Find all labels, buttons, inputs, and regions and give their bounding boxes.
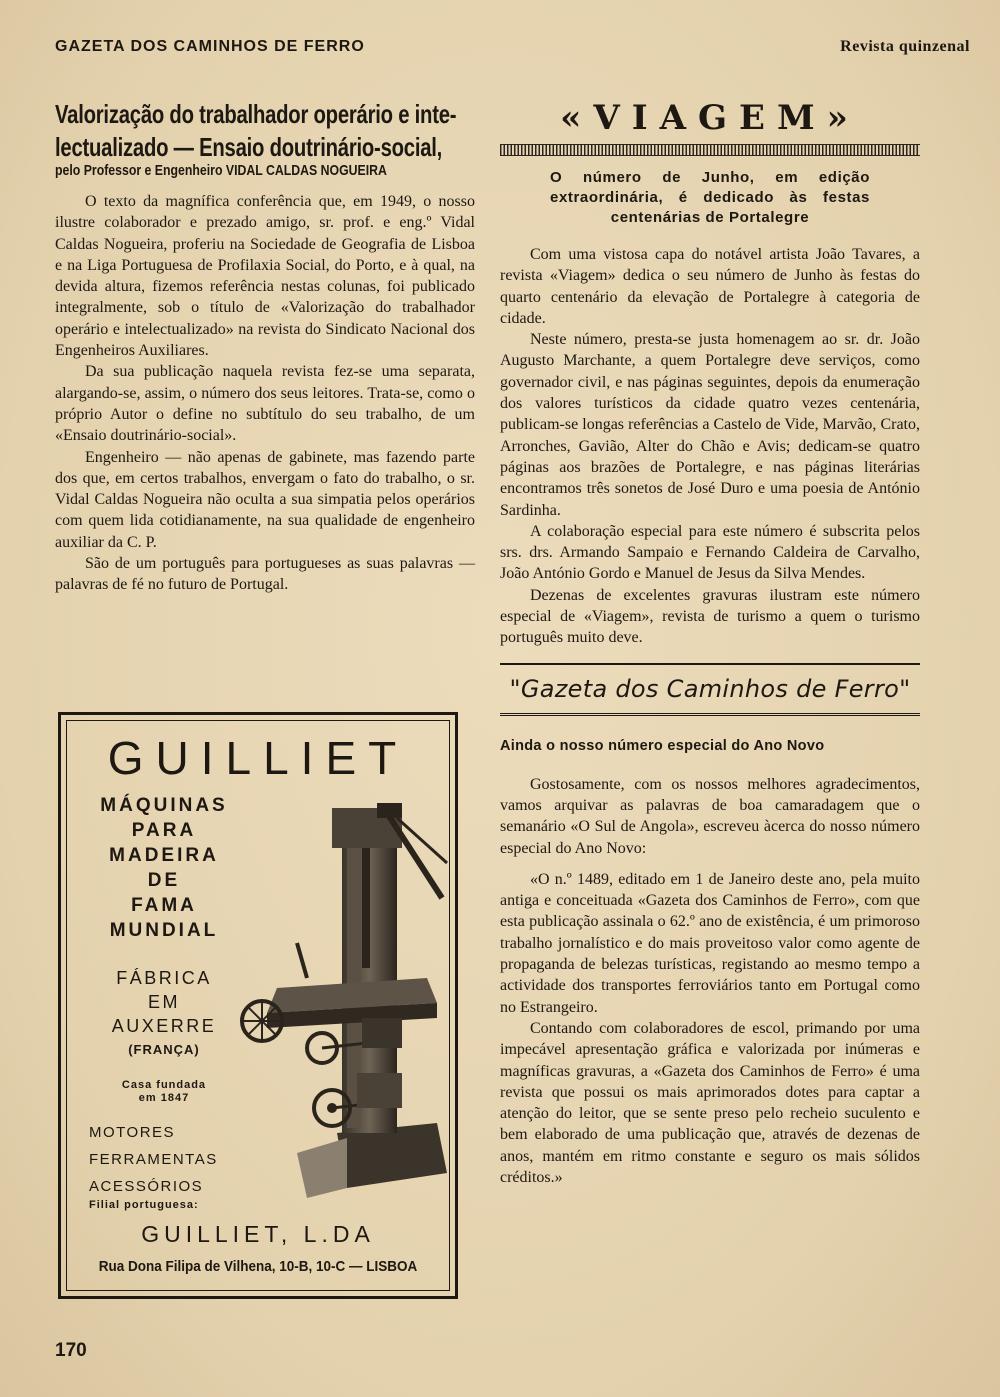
advertisement-factory: [89, 966, 239, 1062]
running-head-subtitle: Revista quinzenal: [840, 38, 970, 55]
paragraph: Gostosamente, com os nossos melhores agradecimentos, vamos arquivar as palavras de boa camaradagem que o semanário «O Sul de Angola», escreveu àcerca do nosso número especial do Ano Novo:: [500, 775, 920, 857]
advertisement-branch-label: Filial portuguesa:: [89, 1199, 199, 1211]
paragraph: A colaboração especial para este número é subscrita pelos srs. drs. Armando Sampaio e Fernando Caldeira de Carvalho, João António Gordo e Manuel de Jesus da Silva Mendes.: [500, 522, 920, 583]
article-body: [55, 191, 475, 596]
article-title-line-2: lectualizado — Ensaio doutrinário-social,: [55, 132, 443, 162]
left-column: [55, 98, 475, 596]
viagem-subheading: O número de Junho, em edição extraordinária, é dedicado às festas centenárias de Portalegre: [550, 169, 870, 226]
running-head-title: GAZETA DOS CAMINHOS DE FERRO: [55, 38, 365, 55]
tagline-line: PARA: [131, 820, 197, 841]
guilliet-advertisement: [58, 712, 458, 1299]
tagline-line: MÁQUINAS: [100, 795, 228, 816]
factory-line: FÁBRICA: [116, 968, 212, 988]
double-rule: [500, 713, 920, 716]
article-title-line-1: Valorização do trabalhador operário e inte-: [55, 99, 457, 129]
article-valorizacao: [55, 98, 475, 596]
advertisement-brand: GUILLIET: [107, 732, 409, 784]
article-body: [500, 244, 920, 649]
article-gazeta: [500, 675, 920, 1189]
paragraph: O texto da magnífica conferência que, em 1949, o nosso ilustre colaborador e prezado amigo, sr. prof. e eng.º Vidal Caldas Nogueira, proferiu na Sociedade de Geografia de Lisboa e na Liga Portuguesa de Profilaxia Social, do Porto, e à qual, na devida altura, fizemos referência nestas colunas, foi publicado integralmente, sob o título de «Valorização do trabalhador operário e intelectualizado» na revista do Sindicato Nacional dos Engenheiros Auxiliares.: [55, 193, 475, 360]
paragraph: Contando com colaboradores de escol, primando por uma impecável apresentação gráfica e valorizada por inúmeras e magníficas gravuras, a «Gazeta dos Caminhos de Ferro» é uma revista que possui os mais aprimorados dotes para captar a atenção do leitor, que se sente preso pelo recheio suculento e bem elaborado de uma publicação que, através de dezenas de anos, mantém em ritmo constante e seguro os mais sólidos créditos.»: [500, 1019, 920, 1186]
paragraph: «O n.º 1489, editado em 1 de Janeiro deste ano, pela muito antiga e conceituada «Gazeta dos Caminhos de Ferro», com que esta publicação assinala o 62.º ano de existência, é um primoroso trabalho jornalístico e do mais proveitoso valor como agente de propaganda de belezas turísticas, registando ao mesmo tempo a actividade dos transportes ferroviários tanto em Portugal como no Estrangeiro.: [500, 870, 920, 1016]
product-item: MOTORES: [89, 1124, 176, 1141]
article-byline: pelo Professor e Engenheiro VIDAL CALDAS NOGUEIRA: [55, 162, 387, 179]
right-column: [500, 98, 920, 1188]
article-title: [55, 98, 475, 164]
tagline-line: MADEIRA: [109, 845, 219, 866]
factory-line: AUXERRE: [111, 1016, 217, 1036]
section-divider: [500, 663, 920, 665]
factory-country: (FRANÇA): [128, 1042, 200, 1057]
product-item: FERRAMENTAS: [89, 1151, 218, 1168]
factory-line: EM: [148, 992, 180, 1012]
product-item: ACESSÓRIOS: [89, 1178, 204, 1195]
advertisement-inner-border: [66, 720, 450, 1291]
paragraph: Engenheiro — não apenas de gabinete, mas fazendo parte dos que, em certos trabalhos, envergam o fato do trabalho, o sr. Vidal Caldas Nogueira não oculta a sua simpatia pelos operários com quem lida cotidianamente, na sua qualidade de engenheiro auxiliar da C. P.: [55, 448, 475, 551]
tagline-line: MUNDIAL: [109, 920, 219, 941]
paragraph: Da sua publicação naquela revista fez-se uma separata, alargando-se, assim, o número dos seus leitores. Trata-se, como o próprio Autor o define no subtítulo do seu trabalho, de um «Ensaio doutrinário-social».: [55, 363, 475, 445]
paragraph: Com uma vistosa capa do notável artista João Tavares, a revista «Viagem» dedica o seu número de Junho às festas do quarto centenário da elevação de Portalegre à categoria de cidade.: [500, 246, 920, 327]
advertisement-address: Rua Dona Filipa de Vilhena, 10-B, 10-C — LISBOA: [98, 1258, 418, 1275]
gazeta-heading: "Gazeta dos Caminhos de Ferro": [509, 674, 911, 703]
founded-line: em 1847: [138, 1092, 190, 1104]
paragraph: São de um português para portugueses as suas palavras — palavras de fé no futuro de Portugal.: [55, 555, 475, 594]
advertisement-products: [89, 1119, 239, 1200]
article-body: [500, 774, 920, 1189]
paragraph: Dezenas de excelentes gravuras ilustram este número especial de «Viagem», revista de turismo a quem o turismo português muito deve.: [500, 586, 920, 647]
advertisement-tagline: [89, 793, 239, 943]
advertisement-founded: [89, 1079, 239, 1105]
paragraph-gap: [500, 859, 920, 869]
decorative-rule: [500, 144, 920, 156]
tagline-line: FAMA: [131, 895, 197, 916]
article-viagem: [500, 98, 920, 649]
running-head: [55, 38, 970, 62]
paragraph: Neste número, presta-se justa homenagem ao sr. dr. João Augusto Marchante, a quem Portalegre deve serviços, como governador civil, e nas páginas seguintes, depois da enumeração dos valores turísticos da cidade quatro vezes centenária, publicam-se longas referências a Castelo de Vide, Marvão, Crato, Arronches, Gavião, Alter do Chão e Avis; dedicam-se quatro páginas aos brazões de Portalegre, e nas páginas literárias encontramos três sonetos de José Duro e uma poesia de António Sardinha.: [500, 331, 920, 519]
founded-line: Casa fundada: [121, 1079, 207, 1091]
viagem-heading: «VIAGEM»: [560, 98, 860, 138]
advertisement-company: GUILLIET, L.DA: [141, 1221, 375, 1247]
woodworking-machine-illustration: [237, 803, 452, 1203]
gazeta-subheading: Ainda o nosso número especial do Ano Novo: [500, 737, 825, 754]
page-number: 170: [55, 1340, 87, 1361]
tagline-line: DE: [147, 870, 181, 891]
